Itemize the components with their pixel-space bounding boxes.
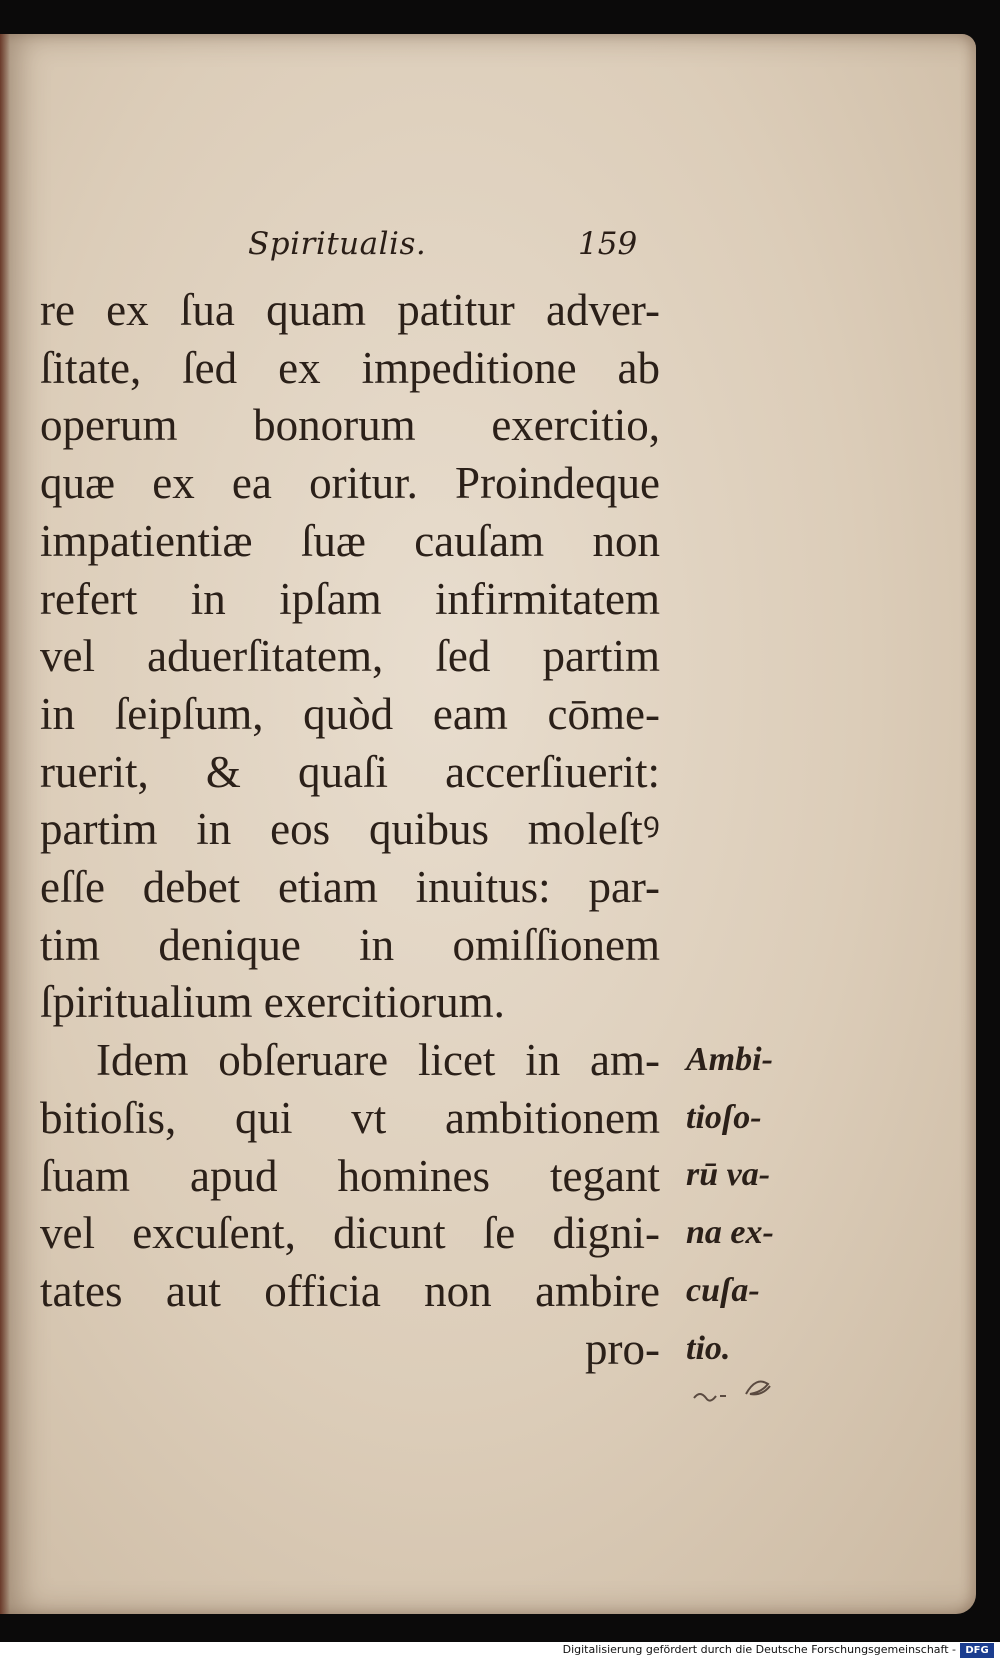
dfg-logo: DFG <box>960 1643 994 1658</box>
text-line: tim denique in omiſſionem <box>40 919 660 970</box>
text-line: partim in eos quibus moleſtꝰ <box>40 804 660 855</box>
text-line: re ex ſua quam patitur adver- <box>40 285 660 335</box>
catchword: pro- <box>585 1323 660 1374</box>
page-number: 159 <box>578 226 638 262</box>
marginal-note-line: na ex- <box>686 1214 774 1252</box>
text-line: refert in ipſam infirmitatem <box>40 573 660 624</box>
text-line: impatientiæ ſuæ cauſam non <box>40 515 660 566</box>
marginal-note-line: tio. <box>686 1329 731 1367</box>
text-line: vel aduerſitatem, ſed partim <box>40 631 660 682</box>
marginal-note-line: cuſa- <box>686 1271 760 1309</box>
text-line: vel excuſent, dicunt ſe digni- <box>40 1208 660 1259</box>
text-line: in ſeipſum, quòd eam cōme- <box>40 688 660 739</box>
text-line: ſpiritualium exercitiorum. <box>40 977 505 1028</box>
marginal-note-line: rū va- <box>686 1156 771 1194</box>
marginal-note-line: Ambi- <box>686 1041 773 1078</box>
text-line: operum bonorum exercitio, <box>40 400 660 451</box>
text-line: eſſe debet etiam inuitus: par- <box>40 862 660 913</box>
text-line: ſitate, ſed ex impeditione ab <box>40 342 660 393</box>
marginal-note-line: tioſo- <box>686 1098 762 1136</box>
marginal-note <box>686 1031 774 1377</box>
text-line: quæ ex ea oritur. Proindeque <box>40 458 660 509</box>
text-line: ruerit, & quaſi accerſiuerit: <box>40 746 660 797</box>
handwritten-mark <box>690 1372 790 1408</box>
text-line: Idem obſeruare licet in am- <box>96 1035 660 1086</box>
text-line: ſuam apud homines tegant <box>40 1150 660 1201</box>
body-text <box>40 282 660 1378</box>
text-line: bitioſis, qui vt ambitionem <box>40 1092 660 1143</box>
digitization-credit: Digitalisierung gefördert durch die Deutsche Forschungsgemeinschaft - <box>562 1643 956 1656</box>
text-line: tates aut officia non ambire <box>40 1265 660 1316</box>
running-head: Spiritualis. <box>248 226 427 262</box>
page-gutter-edge <box>0 34 10 1614</box>
